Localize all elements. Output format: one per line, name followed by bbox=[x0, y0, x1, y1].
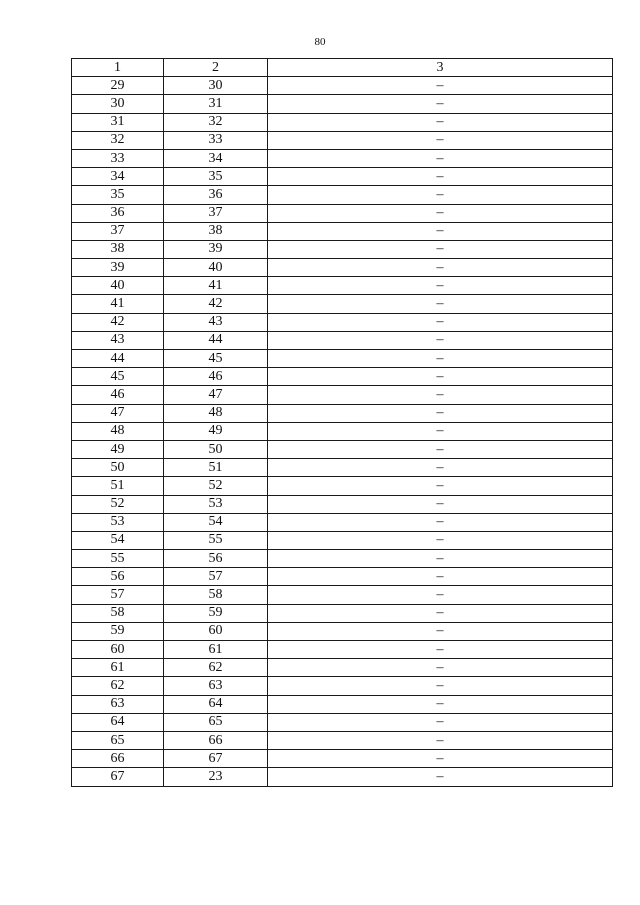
table-cell-col-3: – bbox=[268, 713, 613, 731]
table-cell-col-1: 62 bbox=[72, 677, 164, 695]
table-cell-col-3: – bbox=[268, 277, 613, 295]
table-cell-col-2: 54 bbox=[164, 513, 268, 531]
table-cell-col-2: 45 bbox=[164, 350, 268, 368]
table-cell-col-3: – bbox=[268, 350, 613, 368]
table-cell-col-1: 56 bbox=[72, 568, 164, 586]
table-cell-col-1: 41 bbox=[72, 295, 164, 313]
table-row bbox=[72, 331, 613, 349]
table-cell-col-1: 45 bbox=[72, 368, 164, 386]
table-cell-col-2: 49 bbox=[164, 422, 268, 440]
table-cell-col-2: 34 bbox=[164, 149, 268, 167]
table-cell-col-2: 39 bbox=[164, 240, 268, 258]
table-cell-col-2: 66 bbox=[164, 731, 268, 749]
table-row bbox=[72, 350, 613, 368]
table-row bbox=[72, 659, 613, 677]
table-row bbox=[72, 677, 613, 695]
table-cell-col-1: 51 bbox=[72, 477, 164, 495]
table-cell-col-1: 53 bbox=[72, 513, 164, 531]
table-cell-col-2: 23 bbox=[164, 768, 268, 786]
table-cell-col-3: – bbox=[268, 550, 613, 568]
table-cell-col-1: 32 bbox=[72, 131, 164, 149]
table-cell-col-2: 60 bbox=[164, 622, 268, 640]
table-cell-col-2: 59 bbox=[164, 604, 268, 622]
table-cell-col-2: 67 bbox=[164, 750, 268, 768]
table-cell-col-2: 56 bbox=[164, 550, 268, 568]
table-cell-col-3: – bbox=[268, 204, 613, 222]
table-cell-col-3: – bbox=[268, 677, 613, 695]
table-row bbox=[72, 422, 613, 440]
table-row bbox=[72, 750, 613, 768]
table-cell-col-3: – bbox=[268, 113, 613, 131]
table-cell-col-3: – bbox=[268, 641, 613, 659]
table-row bbox=[72, 695, 613, 713]
table-cell-col-3: – bbox=[268, 95, 613, 113]
table-cell-col-2: 37 bbox=[164, 204, 268, 222]
table-row bbox=[72, 477, 613, 495]
table-row bbox=[72, 313, 613, 331]
table-row bbox=[72, 568, 613, 586]
table-cell-col-2: 40 bbox=[164, 259, 268, 277]
table-cell-col-1: 35 bbox=[72, 186, 164, 204]
table-cell-col-3: – bbox=[268, 186, 613, 204]
table-cell-col-3: – bbox=[268, 495, 613, 513]
table-cell-col-2: 51 bbox=[164, 459, 268, 477]
table-cell-col-3: – bbox=[268, 404, 613, 422]
table-cell-col-3: – bbox=[268, 331, 613, 349]
table-cell-col-3: – bbox=[268, 313, 613, 331]
table-cell-col-2: 50 bbox=[164, 440, 268, 458]
table-cell-col-1: 34 bbox=[72, 168, 164, 186]
table-row bbox=[72, 604, 613, 622]
table-cell-col-3: – bbox=[268, 604, 613, 622]
table-cell-col-1: 50 bbox=[72, 459, 164, 477]
table-cell-col-2: 44 bbox=[164, 331, 268, 349]
table-row bbox=[72, 186, 613, 204]
header-row bbox=[72, 59, 613, 77]
table-cell-col-1: 39 bbox=[72, 259, 164, 277]
table-cell-col-1: 58 bbox=[72, 604, 164, 622]
table-cell-col-1: 66 bbox=[72, 750, 164, 768]
table-cell-col-3: – bbox=[268, 368, 613, 386]
table-cell-col-1: 47 bbox=[72, 404, 164, 422]
table-cell-col-1: 30 bbox=[72, 95, 164, 113]
table-row bbox=[72, 404, 613, 422]
table-cell-col-2: 46 bbox=[164, 368, 268, 386]
column-header-2: 2 bbox=[164, 59, 268, 77]
page-number: 80 bbox=[314, 36, 326, 48]
table-cell-col-3: – bbox=[268, 149, 613, 167]
table-cell-col-3: – bbox=[268, 77, 613, 95]
table-cell-col-2: 43 bbox=[164, 313, 268, 331]
table-cell-col-2: 41 bbox=[164, 277, 268, 295]
table-cell-col-1: 59 bbox=[72, 622, 164, 640]
table-cell-col-1: 40 bbox=[72, 277, 164, 295]
table-cell-col-1: 57 bbox=[72, 586, 164, 604]
table-cell-col-2: 58 bbox=[164, 586, 268, 604]
table-cell-col-1: 36 bbox=[72, 204, 164, 222]
table-cell-col-2: 31 bbox=[164, 95, 268, 113]
table-cell-col-1: 42 bbox=[72, 313, 164, 331]
table-row bbox=[72, 622, 613, 640]
table-cell-col-3: – bbox=[268, 695, 613, 713]
table-cell-col-1: 29 bbox=[72, 77, 164, 95]
table-row bbox=[72, 204, 613, 222]
table-cell-col-3: – bbox=[268, 131, 613, 149]
table-cell-col-3: – bbox=[268, 531, 613, 549]
table-row bbox=[72, 531, 613, 549]
table-cell-col-3: – bbox=[268, 586, 613, 604]
table-cell-col-1: 46 bbox=[72, 386, 164, 404]
table-cell-col-2: 53 bbox=[164, 495, 268, 513]
table-cell-col-3: – bbox=[268, 768, 613, 786]
table-row bbox=[72, 440, 613, 458]
table-cell-col-1: 60 bbox=[72, 641, 164, 659]
table-row bbox=[72, 641, 613, 659]
table-cell-col-2: 64 bbox=[164, 695, 268, 713]
table-cell-col-2: 47 bbox=[164, 386, 268, 404]
table-row bbox=[72, 295, 613, 313]
table-cell-col-2: 48 bbox=[164, 404, 268, 422]
table-cell-col-3: – bbox=[268, 259, 613, 277]
table-row bbox=[72, 513, 613, 531]
table-cell-col-1: 43 bbox=[72, 331, 164, 349]
table-row bbox=[72, 731, 613, 749]
table-row bbox=[72, 113, 613, 131]
table-row bbox=[72, 222, 613, 240]
table-row bbox=[72, 713, 613, 731]
table-cell-col-2: 52 bbox=[164, 477, 268, 495]
table-cell-col-1: 65 bbox=[72, 731, 164, 749]
table-row bbox=[72, 168, 613, 186]
table-cell-col-2: 33 bbox=[164, 131, 268, 149]
table-cell-col-1: 63 bbox=[72, 695, 164, 713]
table-cell-col-2: 32 bbox=[164, 113, 268, 131]
table-row bbox=[72, 386, 613, 404]
table-row bbox=[72, 95, 613, 113]
table-row bbox=[72, 131, 613, 149]
table-cell-col-3: – bbox=[268, 459, 613, 477]
table-cell-col-3: – bbox=[268, 440, 613, 458]
table-cell-col-1: 67 bbox=[72, 768, 164, 786]
table-row bbox=[72, 768, 613, 786]
table-cell-col-3: – bbox=[268, 168, 613, 186]
table-cell-col-3: – bbox=[268, 568, 613, 586]
table-cell-col-3: – bbox=[268, 422, 613, 440]
table-cell-col-3: – bbox=[268, 750, 613, 768]
table-cell-col-1: 52 bbox=[72, 495, 164, 513]
table-cell-col-2: 42 bbox=[164, 295, 268, 313]
table-cell-col-3: – bbox=[268, 477, 613, 495]
table-cell-col-3: – bbox=[268, 240, 613, 258]
table-cell-col-3: – bbox=[268, 513, 613, 531]
table-row bbox=[72, 259, 613, 277]
table-cell-col-3: – bbox=[268, 731, 613, 749]
table-row bbox=[72, 459, 613, 477]
table-cell-col-2: 35 bbox=[164, 168, 268, 186]
table-cell-col-1: 38 bbox=[72, 240, 164, 258]
table-cell-col-1: 61 bbox=[72, 659, 164, 677]
table-cell-col-2: 55 bbox=[164, 531, 268, 549]
data-table bbox=[71, 58, 613, 787]
table-cell-col-2: 65 bbox=[164, 713, 268, 731]
table-body bbox=[72, 77, 613, 786]
table-cell-col-1: 33 bbox=[72, 149, 164, 167]
table-cell-col-1: 49 bbox=[72, 440, 164, 458]
table-row bbox=[72, 495, 613, 513]
table-cell-col-1: 54 bbox=[72, 531, 164, 549]
table-cell-col-1: 48 bbox=[72, 422, 164, 440]
table-cell-col-1: 31 bbox=[72, 113, 164, 131]
table-cell-col-3: – bbox=[268, 222, 613, 240]
table-cell-col-2: 36 bbox=[164, 186, 268, 204]
table-cell-col-1: 44 bbox=[72, 350, 164, 368]
table-row bbox=[72, 586, 613, 604]
table-row bbox=[72, 149, 613, 167]
table-cell-col-2: 61 bbox=[164, 641, 268, 659]
table-cell-col-1: 55 bbox=[72, 550, 164, 568]
table-cell-col-3: – bbox=[268, 386, 613, 404]
table-cell-col-2: 63 bbox=[164, 677, 268, 695]
table-row bbox=[72, 277, 613, 295]
table-cell-col-2: 30 bbox=[164, 77, 268, 95]
column-header-1: 1 bbox=[72, 59, 164, 77]
table-header bbox=[72, 59, 613, 77]
table-cell-col-1: 37 bbox=[72, 222, 164, 240]
table-cell-col-3: – bbox=[268, 622, 613, 640]
table-cell-col-3: – bbox=[268, 295, 613, 313]
column-header-3: 3 bbox=[268, 59, 613, 77]
table-row bbox=[72, 550, 613, 568]
table-cell-col-2: 38 bbox=[164, 222, 268, 240]
table-cell-col-3: – bbox=[268, 659, 613, 677]
table-row bbox=[72, 368, 613, 386]
table-row bbox=[72, 77, 613, 95]
table-cell-col-2: 57 bbox=[164, 568, 268, 586]
table-cell-col-2: 62 bbox=[164, 659, 268, 677]
table-cell-col-1: 64 bbox=[72, 713, 164, 731]
table-row bbox=[72, 240, 613, 258]
